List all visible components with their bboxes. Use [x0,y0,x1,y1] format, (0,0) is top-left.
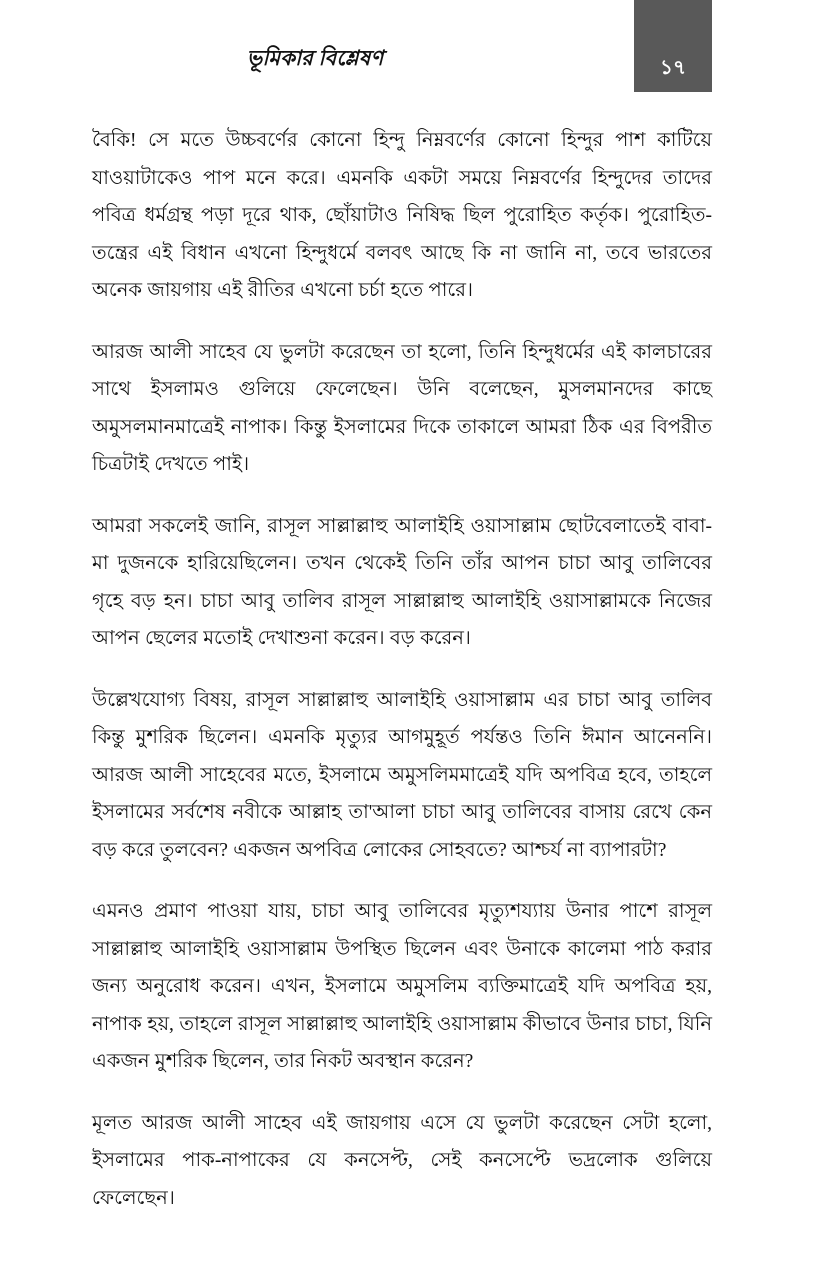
paragraph: উল্লেখযোগ্য বিষয়, রাসূল সাল্লাল্লাহু আলাইহি ওয়াসাল্লাম এর চাচা আবু তালিব কিন্তু মুশরিক ছিলেন। এমনকি মৃত্যুর আগমুহূর্ত পর্যন্তও তিনি ঈমান আনেননি। আরজ আলী সাহেবের মতে, ইসলামে অমুসলিমমাত্রেই যদি অপবিত্র হবে, তাহলে ইসলামের সর্বশেষ নবীকে আল্লাহ তা'আলা চাচা আবু তালিবের বাসায় রেখে কেন বড় করে তুলবেন? একজন অপবিত্র লোকের সোহবতে? আশ্চর্য না ব্যাপারটা? [92,689,712,861]
body-text-column [92,122,712,1217]
page-number: ১৭ [660,57,686,79]
chapter-title: ভূমিকার বিশ্লেষণ [246,46,384,70]
paragraph: এমনও প্রমাণ পাওয়া যায়, চাচা আবু তালিবের মৃত্যুশয্যায় উনার পাশে রাসূল সাল্লাল্লাহু আলাইহি ওয়াসাল্লাম উপস্থিত ছিলেন এবং উনাকে কালেমা পাঠ করার জন্য অনুরোধ করেন। এখন, ইসলামে অমুসলিম ব্যক্তিমাত্রেই যদি অপবিত্র হয়, নাপাক হয়, তাহলে রাসূল সাল্লাল্লাহু আলাইহি ওয়াসাল্লাম কীভাবে উনার চাচা, যিনি একজন মুশরিক ছিলেন, তার নিকট অবস্থান করেন? [92,901,712,1072]
page-number-box [634,0,712,92]
paragraph: বৈকি! সে মতে উচ্চবর্ণের কোনো হিন্দু নিম্নবর্ণের কোনো হিন্দুর পাশ কাটিয়ে যাওয়াটাকেও পাপ মনে করে। এমনকি একটা সময়ে নিম্নবর্ণের হিন্দুদের তাদের পবিত্র ধর্মগ্রন্থ পড়া দূরে থাক, ছোঁয়াটাও নিষিদ্ধ ছিল পুরোহিত কর্তৃক। পুরোহিত-তন্ত্রের এই বিধান এখনো হিন্দুধর্মে বলবৎ আছে কি না জানি না, তবে ভারতের অনেক জায়গায় এই রীতির এখনো চর্চা হতে পারে। [92,130,712,301]
paragraph: আমরা সকলেই জানি, রাসূল সাল্লাল্লাহু আলাইহি ওয়াসাল্লাম ছোটবেলাতেই বাবা-মা দুজনকে হারিয়েছিলেন। তখন থেকেই তিনি তাঁর আপন চাচা আবু তালিবের গৃহে বড় হন। চাচা আবু তালিব রাসূল সাল্লাল্লাহু আলাইহি ওয়াসাল্লামকে নিজের আপন ছেলের মতোই দেখাশুনা করেন। বড় করেন। [92,515,712,649]
paragraph: মূলত আরজ আলী সাহেব এই জায়গায় এসে যে ভুলটা করেছেন সেটা হলো, ইসলামের পাক-নাপাকের যে কনসেপ্ট, সেই কনসেপ্টে ভদ্রলোক গুলিয়ে ফেলেছেন। [92,1112,712,1209]
paragraph: আরজ আলী সাহেব যে ভুলটা করেছেন তা হলো, তিনি হিন্দুধর্মের এই কালচারের সাথে ইসলামও গুলিয়ে ফেলেছেন। উনি বলেছেন, মুসলমানদের কাছে অমুসলমানমাত্রেই নাপাক। কিন্তু ইসলামের দিকে তাকালে আমরা ঠিক এর বিপরীত চিত্রটাই দেখতে পাই। [92,341,712,475]
running-header [0,0,822,96]
